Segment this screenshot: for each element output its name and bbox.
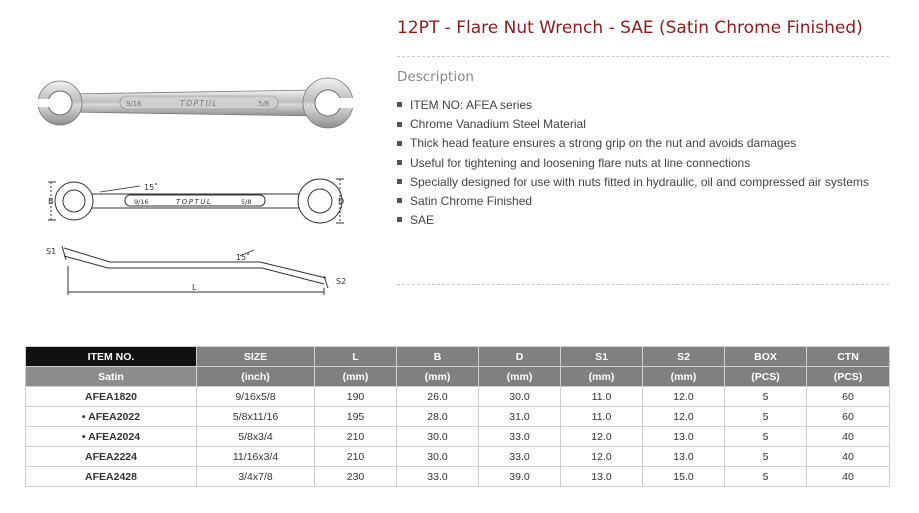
cell-ctn: 40	[807, 467, 890, 487]
drawing-brand: TOPTUL	[176, 198, 213, 206]
feature-item: SAE	[397, 211, 869, 230]
col-subheader: (inch)	[197, 367, 315, 387]
table-row	[26, 387, 890, 407]
cell-d: 30.0	[479, 387, 561, 407]
drawing-size-right: 5/8	[241, 198, 252, 206]
cell-size: 5/8x3/4	[197, 427, 315, 447]
cell-b: 26.0	[397, 387, 479, 407]
cell-d: 33.0	[479, 427, 561, 447]
cell-s1: 11.0	[561, 407, 643, 427]
table-row	[26, 447, 890, 467]
feature-item: ITEM NO: AFEA series	[397, 96, 869, 115]
table-row	[26, 467, 890, 487]
feature-item: Chrome Vanadium Steel Material	[397, 115, 869, 134]
dim-d-label: D	[338, 197, 345, 206]
description-heading: Description	[397, 69, 474, 85]
col-subheader: (PCS)	[725, 367, 807, 387]
cell-item-no: AFEA2224	[26, 447, 197, 467]
col-subheader: (mm)	[479, 367, 561, 387]
feature-item: Satin Chrome Finished	[397, 192, 869, 211]
col-header-size: SIZE	[197, 347, 315, 367]
cell-s2: 13.0	[643, 447, 725, 467]
cell-box: 5	[725, 387, 807, 407]
cell-s1: 11.0	[561, 387, 643, 407]
cell-s2: 13.0	[643, 427, 725, 447]
cell-s2: 15.0	[643, 467, 725, 487]
cell-ctn: 60	[807, 387, 890, 407]
bullet-icon	[397, 141, 402, 146]
cell-box: 5	[725, 427, 807, 447]
col-header-ctn: CTN	[807, 347, 890, 367]
bullet-icon	[397, 122, 402, 127]
cell-item-no: • AFEA2022	[26, 407, 197, 427]
cell-item-no: AFEA2428	[26, 467, 197, 487]
cell-d: 31.0	[479, 407, 561, 427]
table-row	[26, 427, 890, 447]
cell-ctn: 60	[807, 407, 890, 427]
col-subheader: (mm)	[397, 367, 479, 387]
title-divider	[397, 56, 889, 57]
cell-size: 3/4x7/8	[197, 467, 315, 487]
col-header-box: BOX	[725, 347, 807, 367]
bullet-icon	[397, 102, 402, 107]
cell-size: 11/16x3/4	[197, 447, 315, 467]
dim-angle-side: 15˚	[236, 253, 251, 262]
cell-s1: 12.0	[561, 447, 643, 467]
cell-s1: 12.0	[561, 427, 643, 447]
cell-s2: 12.0	[643, 387, 725, 407]
bullet-icon	[397, 198, 402, 203]
col-subheader: (mm)	[315, 367, 397, 387]
feature-item: Useful for tightening and loosening flare nuts at line connections	[397, 154, 869, 173]
dim-b-label: B	[48, 197, 54, 206]
spec-table	[25, 346, 890, 487]
table-subheader-row	[26, 367, 890, 387]
cell-b: 30.0	[397, 447, 479, 467]
cell-size: 9/16x5/8	[197, 387, 315, 407]
cell-l: 210	[315, 447, 397, 467]
cell-size: 5/8x11/16	[197, 407, 315, 427]
cell-ctn: 40	[807, 427, 890, 447]
cell-b: 30.0	[397, 427, 479, 447]
col-subheader: (mm)	[561, 367, 643, 387]
feature-list	[397, 96, 869, 230]
feature-item: Specially designed for use with nuts fitted in hydraulic, oil and compressed air systems	[397, 173, 869, 192]
col-header-b: B	[397, 347, 479, 367]
cell-b: 33.0	[397, 467, 479, 487]
description-divider	[397, 284, 889, 285]
col-header-d: D	[479, 347, 561, 367]
cell-s2: 12.0	[643, 407, 725, 427]
product-image	[30, 70, 365, 305]
table-row	[26, 407, 890, 427]
bullet-icon	[397, 179, 402, 184]
bullet-icon	[397, 217, 402, 222]
cell-s1: 13.0	[561, 467, 643, 487]
cell-item-no: • AFEA2024	[26, 427, 197, 447]
col-header-item-no: ITEM NO.	[26, 347, 197, 367]
cell-box: 5	[725, 407, 807, 427]
cell-d: 33.0	[479, 447, 561, 467]
cell-box: 5	[725, 447, 807, 467]
cell-box: 5	[725, 467, 807, 487]
photo-brand: TOPTUL	[180, 99, 219, 108]
col-header-l: L	[315, 347, 397, 367]
col-header-s2: S2	[643, 347, 725, 367]
cell-l: 190	[315, 387, 397, 407]
photo-size-left: 9/16	[126, 100, 142, 108]
dim-s1-label: S1	[46, 247, 57, 256]
drawing-size-left: 9/16	[134, 198, 149, 206]
col-header-s1: S1	[561, 347, 643, 367]
cell-l: 210	[315, 427, 397, 447]
cell-l: 230	[315, 467, 397, 487]
wrench-photo	[37, 78, 356, 128]
col-subheader: (PCS)	[807, 367, 890, 387]
cell-item-no: AFEA1820	[26, 387, 197, 407]
col-subheader: Satin	[26, 367, 197, 387]
dim-s2-label: S2	[336, 277, 347, 286]
cell-ctn: 40	[807, 447, 890, 467]
bullet-icon	[397, 160, 402, 165]
feature-item: Thick head feature ensures a strong grip on the nut and avoids damages	[397, 134, 869, 153]
col-subheader: (mm)	[643, 367, 725, 387]
dim-angle-top: 15˚	[144, 183, 159, 192]
dim-l-label: L	[192, 283, 197, 292]
photo-size-right: 5/8	[258, 100, 270, 108]
table-header-row	[26, 347, 890, 367]
cell-b: 28.0	[397, 407, 479, 427]
cell-d: 39.0	[479, 467, 561, 487]
cell-l: 195	[315, 407, 397, 427]
product-title: 12PT - Flare Nut Wrench - SAE (Satin Chrome Finished)	[397, 18, 863, 38]
